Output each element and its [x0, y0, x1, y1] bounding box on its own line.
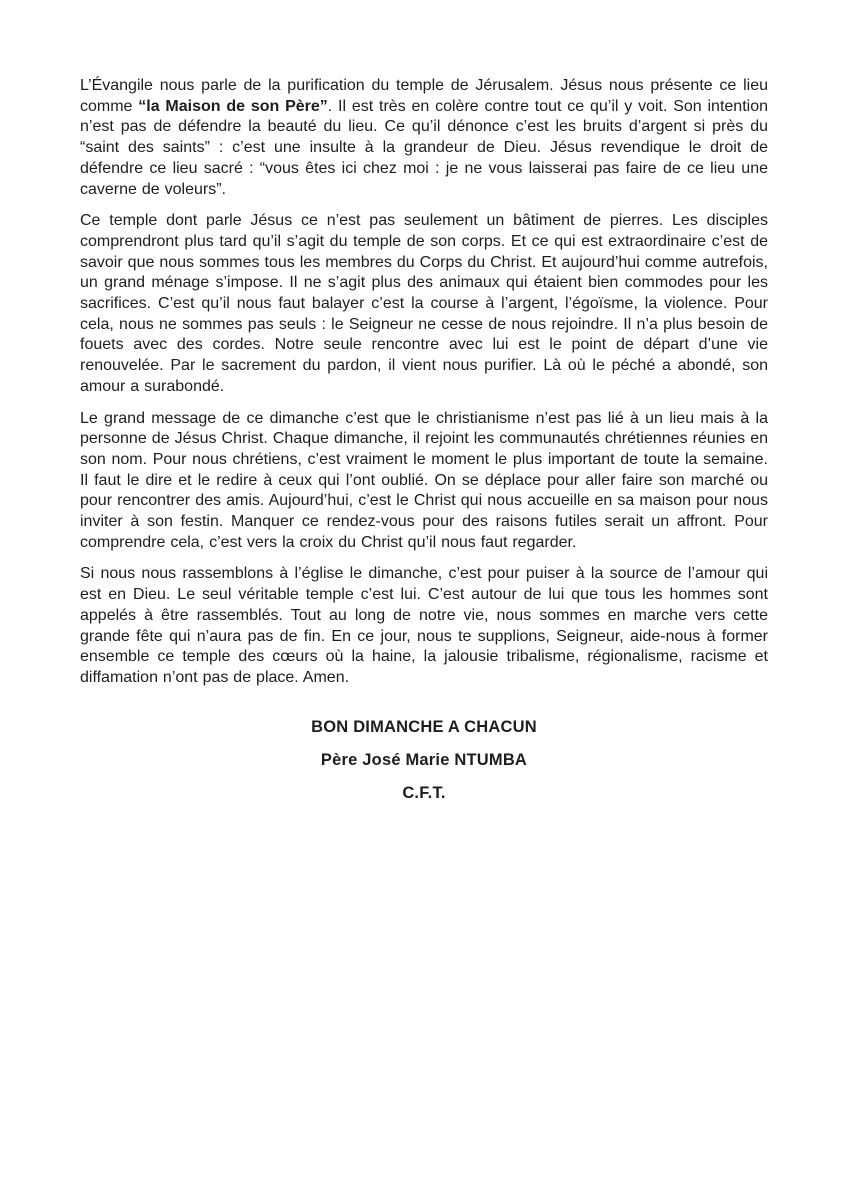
paragraph-1-text-after-bold: . Il est très en colère contre tout ce qu’il y voit. Son intention n’est pas de défendre la beauté du lieu. Ce qu’il dénonce c’est les bruits d’argent si près du “saint des saints” : c’est une insulte à la grandeur de Dieu. Jésus revendique le droit de défendre ce lieu sacré : “vous êtes ici chez moi : je ne vous laisserai pas faire de ce lieu une caverne de voleurs”. [80, 97, 768, 198]
closing-greeting: BON DIMANCHE A CHACUN [311, 717, 537, 736]
paragraph-1-bold-phrase: “la Maison de son Père” [138, 97, 328, 115]
closing-author-name: Père José Marie NTUMBA [320, 750, 528, 769]
paragraph-1 [80, 76, 768, 200]
paragraph-2: Ce temple dont parle Jésus ce n’est pas seulement un bâtiment de pierres. Les disciples comprendront plus tard qu’il s’agit du temple de son corps. Et ce qui est extraordinaire c’est de savoir que nous sommes tous les membres du Corps du Christ. Et aujourd’hui comme autrefois, un grand ménage s’impose. Il ne s’agit plus des animaux qui étaient bien commodes pour les sacrifices. C’est qu’il nous faut balayer c’est la course à l’argent, l’égoïsme, la violence. Pour cela, nous ne sommes pas seuls : le Seigneur ne cesse de nous rejoindre. Il n’a plus besoin de fouets avec des cordes. Notre seule rencontre avec lui est le point de départ d’une vie renouvelée. Par le sacrement du pardon, il vient nous purifier. Là où le péché a abondé, son amour a surabondé. [80, 212, 768, 395]
paragraph-1-text-before-bold: L’Évangile nous parle de la purification du temple de Jérusalem. Jésus nous présente ce lieu comme [80, 77, 768, 115]
closing-block [80, 717, 768, 803]
paragraph-3: Le grand message de ce dimanche c’est que le christianisme n’est pas lié à un lieu mais à la personne de Jésus Christ. Chaque dimanche, il rejoint les communautés chrétiennes réunies en son nom. Pour nous chrétiens, c’est vraiment le moment le plus important de toute la semaine. Il faut le dire et le redire à ceux qui l’ont oublié. On se déplace pour aller faire son marché ou pour rencontrer des amis. Aujourd’hui, c’est le Christ qui nous accueille en sa maison pour nous inviter à son festin. Manquer ce rendez-vous pour des raisons futiles serait un affront. Pour comprendre cela, c’est vers la croix du Christ qu’il nous faut regarder. [80, 409, 768, 551]
paragraph-4: Si nous nous rassemblons à l’église le dimanche, c’est pour puiser à la source de l’amour qui est en Dieu. Le seul véritable temple c’est lui. C’est autour de lui que tous les hommes sont appelés à être rassemblés. Tout au long de notre vie, nous sommes en marche vers cette grande fête qui n’aura pas de fin. En ce jour, nous te supplions, Seigneur, aide-nous à former ensemble ce temple des cœurs où la haine, la jalousie tribalisme, régionalisme, racisme et diffamation n’ont pas de place. Amen. [80, 565, 768, 686]
document-page [80, 76, 768, 816]
closing-signature-initials: C.F.T. [402, 783, 446, 802]
